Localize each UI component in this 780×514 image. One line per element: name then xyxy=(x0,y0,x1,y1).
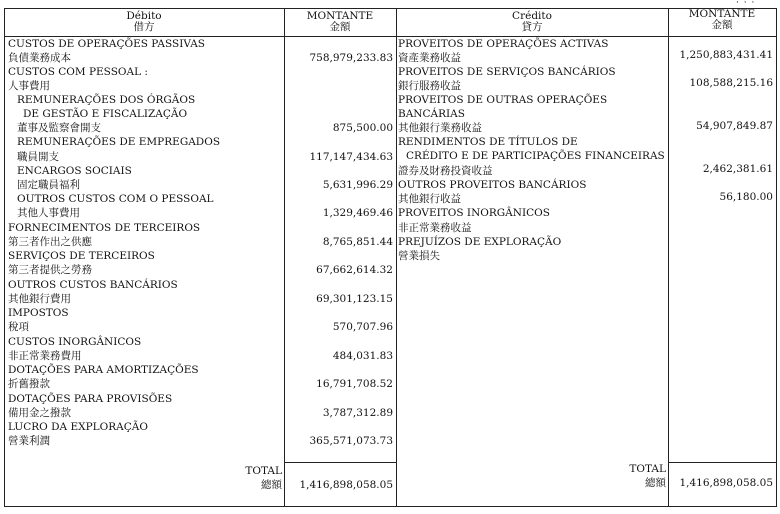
debit-line: SERVIÇOS DE TERCEIROS xyxy=(8,250,155,262)
credit-amount: 2,462,381.61 xyxy=(702,163,773,175)
debit-amount: 8,765,851.44 xyxy=(322,236,393,248)
credit-line: 資產業務收益 xyxy=(398,52,461,64)
debit-line: DOTAÇÕES PARA PROVISÕES xyxy=(8,393,173,405)
amount-header-pt: MONTANTE xyxy=(688,8,756,20)
credit-header-pt: Crédito xyxy=(512,10,552,22)
credit-line: OUTROS PROVEITOS BANCÁRIOS xyxy=(398,179,587,191)
credit-line: 其他銀行業務收益 xyxy=(398,122,482,134)
debit-amount: 758,979,233.83 xyxy=(309,52,393,64)
credit-line: PROVEITOS DE SERVIÇOS BANCÁRIOS xyxy=(398,66,616,78)
amount-header-zh: 金額 xyxy=(329,21,351,33)
debit-amount: 16,791,708.52 xyxy=(316,378,393,390)
debit-amount: 570,707.96 xyxy=(332,321,393,333)
debit-amount-right-border xyxy=(396,8,397,507)
right-border xyxy=(776,8,777,507)
credit-amount: 108,588,215.16 xyxy=(689,77,773,89)
credit-amount: 1,250,883,431.41 xyxy=(679,49,773,61)
debit-amount: 875,500.00 xyxy=(332,122,393,134)
credit-total-label-pt: TOTAL xyxy=(629,463,666,475)
credit-line: PROVEITOS DE OUTRAS OPERAÇÕES xyxy=(398,94,608,106)
debit-amount-left-border xyxy=(284,8,285,507)
debit-line: REMUNERAÇÕES DOS ÓRGÃOS xyxy=(17,94,196,106)
debit-amount: 365,571,073.73 xyxy=(309,435,393,447)
debit-line: DE GESTÃO E FISCALIZAÇÃO xyxy=(23,108,188,120)
debit-amount: 67,662,614.32 xyxy=(316,264,393,276)
credit-line: 其他銀行收益 xyxy=(398,193,461,205)
debit-total-label-pt: TOTAL xyxy=(245,465,282,477)
table-top-border xyxy=(4,8,776,9)
debit-line: 其他人事費用 xyxy=(17,207,80,219)
debit-line: 營業利潤 xyxy=(8,435,50,447)
total-top-border-credit-amount xyxy=(668,462,776,463)
total-top-border-debit-amount xyxy=(284,462,396,463)
credit-total-label-zh: 總額 xyxy=(645,477,666,489)
debit-line: CUSTOS INORGÂNICOS xyxy=(8,336,142,348)
debit-line: OUTROS CUSTOS COM O PESSOAL xyxy=(17,193,214,205)
credit-line: 證券及財務投資收益 xyxy=(398,165,493,177)
debit-line: DOTAÇÕES PARA AMORTIZAÇÕES xyxy=(8,364,199,376)
debit-line: CUSTOS COM PESSOAL : xyxy=(8,66,148,78)
debit-line: 其他銀行費用 xyxy=(8,293,71,305)
amount-header-zh: 金額 xyxy=(711,19,733,31)
left-border xyxy=(4,8,5,507)
debit-line: 人事費用 xyxy=(8,80,50,92)
debit-line: 董事及監察會開支 xyxy=(17,122,101,134)
credit-line: RENDIMENTOS DE TÍTULOS DE xyxy=(398,136,578,148)
credit-line: BANCÁRIAS xyxy=(398,108,465,120)
credit-amount-left-border xyxy=(668,8,669,507)
debit-line: 第三者提供之勞務 xyxy=(8,264,92,276)
debit-line: ENCARGOS SOCIAIS xyxy=(17,165,132,177)
credit-header xyxy=(396,11,668,33)
debit-line: 折舊撥款 xyxy=(8,378,50,390)
debit-amount: 69,301,123.15 xyxy=(316,293,393,305)
credit-header-zh: 貸方 xyxy=(521,21,543,33)
debit-line: 第三者作出之供應 xyxy=(8,236,92,248)
corner-mark: · · · xyxy=(736,0,756,8)
debit-line: LUCRO DA EXPLORAÇÃO xyxy=(8,421,148,433)
header-bottom-border xyxy=(4,36,776,37)
debit-line: REMUNERAÇÕES DE EMPREGADOS xyxy=(17,136,221,148)
debit-total-label-zh: 總額 xyxy=(261,479,282,491)
amount-header-pt: MONTANTE xyxy=(306,10,374,22)
credit-line: CRÉDITO E DE PARTICIPAÇÕES FINANCEIRAS xyxy=(406,150,665,162)
debit-total-amount: 1,416,898,058.05 xyxy=(299,479,393,491)
debit-line: 職員開支 xyxy=(17,151,59,163)
debit-amount: 117,147,434.63 xyxy=(309,151,393,163)
debit-line: FORNECIMENTOS DE TERCEIROS xyxy=(8,222,201,234)
credit-line: PROVEITOS DE OPERAÇÕES ACTIVAS xyxy=(398,38,609,50)
debit-header xyxy=(4,11,284,33)
credit-amount: 56,180.00 xyxy=(719,191,773,203)
debit-amount: 5,631,996.29 xyxy=(322,179,393,191)
debit-line: 非正常業務費用 xyxy=(8,350,82,362)
debit-line: CUSTOS DE OPERAÇÕES PASSIVAS xyxy=(8,38,205,50)
credit-total-amount: 1,416,898,058.05 xyxy=(679,477,773,489)
debit-line: OUTROS CUSTOS BANCÁRIOS xyxy=(8,279,178,291)
credit-line: 營業損失 xyxy=(398,250,440,262)
debit-line: 固定職員福利 xyxy=(17,179,80,191)
debit-amount-header xyxy=(284,11,396,33)
debit-line: IMPOSTOS xyxy=(8,307,69,319)
credit-line: PREJUÍZOS DE EXPLORAÇÃO xyxy=(398,236,562,248)
debit-amount: 3,787,312.89 xyxy=(322,407,393,419)
credit-amount-header xyxy=(668,9,776,31)
credit-line: PROVEITOS INORGÂNICOS xyxy=(398,207,550,219)
debit-line: 負債業務成本 xyxy=(8,52,71,64)
debit-header-zh: 借方 xyxy=(133,21,155,33)
credit-line: 非正常業務收益 xyxy=(398,222,472,234)
credit-line: 銀行服務收益 xyxy=(398,80,461,92)
debit-line: 備用金之撥款 xyxy=(8,407,71,419)
debit-amount: 1,329,469.46 xyxy=(322,207,393,219)
table-bottom-border xyxy=(4,506,776,507)
credit-amount: 54,907,849.87 xyxy=(696,120,773,132)
debit-line: 稅項 xyxy=(8,321,29,333)
debit-amount: 484,031.83 xyxy=(332,350,393,362)
debit-header-pt: Débito xyxy=(126,10,162,22)
